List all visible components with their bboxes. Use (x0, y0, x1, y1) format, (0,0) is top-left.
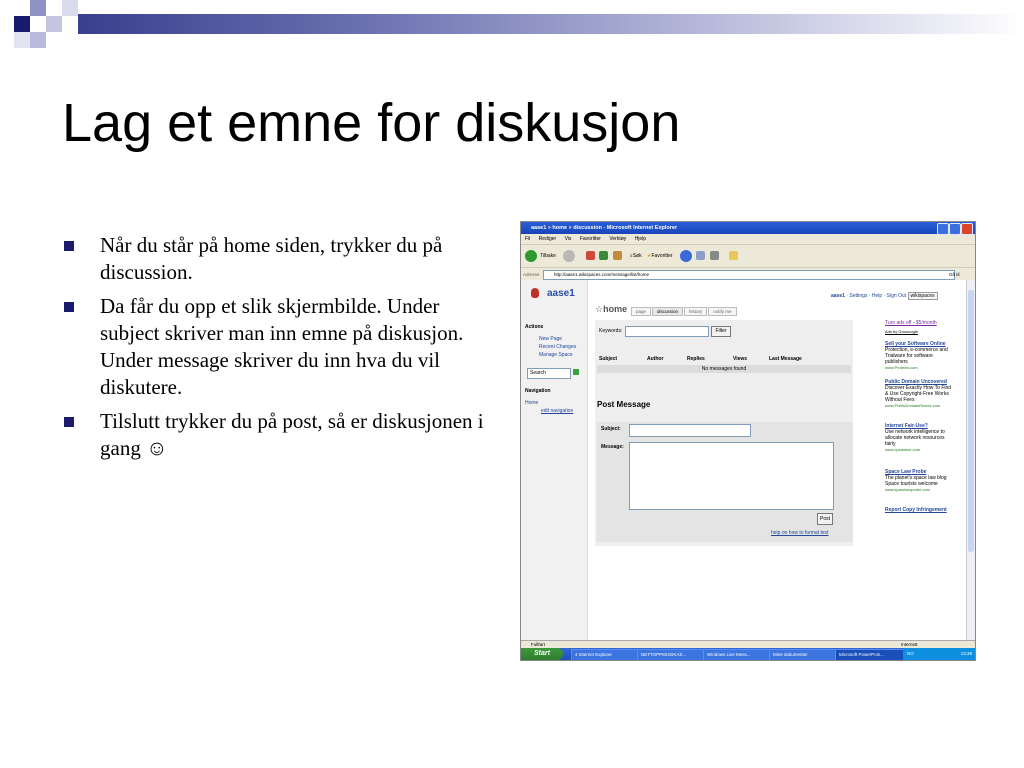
window-title: aase1 » home » discussion - Microsoft Internet Explorer (531, 225, 678, 231)
deco-square (14, 32, 30, 48)
home-link[interactable]: Home (525, 400, 539, 406)
zone-label: Internett (901, 642, 918, 647)
subject-input[interactable] (629, 424, 751, 437)
wikispaces-badge[interactable]: wikispaces (908, 292, 938, 300)
page-tabs (631, 307, 738, 316)
ad-item (885, 469, 955, 493)
message-label: Message: (601, 444, 624, 450)
bullet-item: Tilslutt trykker du på post, så er diskusjonen i gang ☺ (62, 408, 492, 462)
ads-column (885, 320, 955, 521)
user-link[interactable]: aase1 (831, 293, 845, 299)
deco-square (46, 16, 62, 32)
manage-space-link[interactable]: Manage Space (539, 352, 573, 358)
discussion-panel (595, 320, 853, 546)
go-button[interactable]: Gå til (949, 272, 960, 277)
star-icon[interactable]: ☆ (595, 304, 604, 314)
message-textarea[interactable] (629, 442, 834, 510)
back-button[interactable]: Tilbake (540, 253, 556, 259)
print-icon[interactable] (710, 251, 719, 260)
tab-notify-me[interactable]: notify me (708, 307, 736, 316)
close-icon[interactable] (961, 223, 973, 235)
menu-bar (521, 234, 975, 244)
ad-title[interactable]: Internet Fair-Use? (885, 423, 928, 429)
address-label: Adresse (523, 272, 540, 277)
bullet-square-icon (64, 241, 74, 251)
ad-item (885, 423, 955, 453)
taskbar-item[interactable]: Mine dokumenter (769, 649, 836, 661)
tab-history[interactable]: history (684, 307, 707, 316)
address-bar (521, 267, 975, 281)
ad-item (885, 379, 955, 409)
column-replies[interactable]: Replies (687, 356, 705, 362)
sidebar-search-input[interactable]: Search (527, 368, 571, 379)
ad-title[interactable]: Space Law Probe (885, 469, 927, 475)
search-button[interactable]: Søk (632, 253, 642, 259)
favorites-icon[interactable]: ★ (646, 253, 652, 259)
wiki-top-nav: aase1 · Settings · Help · Sign Out wikispaces (831, 292, 938, 300)
navigation-heading: Navigation (525, 388, 551, 394)
menu-view[interactable]: Vis (564, 236, 572, 242)
folder-icon[interactable] (729, 251, 738, 260)
history-icon[interactable] (680, 250, 692, 262)
ad-url[interactable]: www.spacelawprobe.com (885, 487, 931, 492)
taskbar-item[interactable]: 4 Internet Explorer (571, 649, 638, 661)
menu-help[interactable]: Hjelp (634, 236, 647, 242)
menu-file[interactable]: Fil (525, 236, 531, 242)
clock: 13:38 (960, 651, 972, 656)
post-form (597, 422, 853, 542)
bullet-square-icon (64, 417, 74, 427)
ad-text: The planet's space law blog Space tourists welcome (885, 475, 947, 487)
slide-title: Lag et emne for diskusjon (62, 93, 681, 153)
format-help-link[interactable]: help on how to format text (771, 530, 829, 536)
ads-by-google-link[interactable]: Ads by Gooooogle (885, 329, 918, 334)
actions-heading: Actions (525, 324, 544, 330)
search-go-icon[interactable] (573, 369, 579, 375)
search-icon[interactable]: ⌕ (629, 253, 633, 259)
tab-discussion[interactable]: discussion (652, 307, 683, 316)
favorites-button[interactable]: Favoritter (651, 253, 673, 259)
deco-square (30, 0, 46, 16)
status-text: Fullført (531, 642, 545, 647)
bullet-item: Da får du opp et slik skjermbilde. Under subject skriver man inn emne på diskusjon. Under message skriver du inn hva du vil diskutere. (62, 293, 492, 401)
ad-text: Use network intelligence to allocate network resources fairly (885, 429, 945, 447)
wiki-sidebar (521, 280, 588, 640)
pineapple-icon (531, 288, 539, 298)
bullet-list (62, 232, 492, 469)
forward-icon[interactable] (563, 250, 575, 262)
subject-label: Subject: (601, 426, 621, 432)
sign-out-link[interactable]: Sign Out (886, 293, 907, 299)
settings-link[interactable]: Settings (849, 293, 868, 299)
stop-icon[interactable] (586, 251, 595, 260)
menu-favorites[interactable]: Favoritter (579, 236, 601, 242)
ad-title[interactable]: Sell your Software Online (885, 341, 946, 347)
ad-url[interactable]: www.Protexis.com (885, 365, 918, 370)
keywords-input[interactable] (625, 326, 709, 337)
ad-url[interactable]: www.cpsdoline.com (885, 447, 921, 452)
edit-navigation-link[interactable]: edit navigation (541, 408, 574, 414)
ad-title[interactable]: Report Copy Infringement (885, 507, 947, 513)
taskbar-item[interactable]: Windows Live Mess... (703, 649, 770, 661)
column-views[interactable]: Views (733, 356, 748, 362)
menu-edit[interactable]: Rediger (538, 236, 557, 242)
ad-item (885, 341, 955, 371)
ad-text: Protection, e-commerce and Trialware for software publishers (885, 347, 948, 365)
filter-button[interactable]: Filter (711, 326, 731, 337)
ad-text: Discover Exactly How To Find & Use Copyright-Free Works Without Fees (885, 385, 952, 403)
start-button[interactable]: Start (521, 648, 563, 660)
post-message-heading: Post Message (597, 400, 651, 409)
deco-square (14, 16, 30, 32)
tab-page[interactable]: page (631, 307, 651, 316)
address-input[interactable]: http://aase1.wikispaces.com/message/list/home (543, 270, 955, 280)
ad-title[interactable]: Public Domain Uncovered (885, 379, 947, 385)
home-icon[interactable] (613, 251, 622, 260)
language-indicator[interactable]: NO (907, 651, 914, 656)
window-titlebar (521, 222, 975, 234)
empty-row: No messages found (597, 365, 851, 373)
mail-icon[interactable] (696, 251, 705, 260)
refresh-icon[interactable] (599, 251, 608, 260)
column-subject[interactable]: Subject (599, 356, 618, 362)
minimize-icon[interactable] (937, 223, 949, 235)
back-icon[interactable] (525, 250, 537, 262)
page-heading: ☆home (595, 304, 628, 314)
deco-square (62, 0, 78, 16)
maximize-icon[interactable] (949, 223, 961, 235)
taskbar (521, 648, 975, 660)
ad-item (885, 507, 955, 513)
toolbar (521, 244, 975, 267)
new-page-link[interactable]: New Page (539, 336, 563, 342)
ad-url[interactable]: www.PublicDomainRiches.com (885, 403, 941, 408)
help-link[interactable]: Help (871, 293, 883, 299)
column-author[interactable]: Author (647, 356, 664, 362)
bullet-item: Når du står på home siden, trykker du på discussion. (62, 232, 492, 286)
title-banner (78, 14, 1024, 34)
keywords-label: Keywords: (599, 328, 623, 334)
bullet-square-icon (64, 302, 74, 312)
recent-changes-link[interactable]: Recent Changes (539, 344, 577, 350)
taskbar-item[interactable]: Microsoft PowerPoin... (835, 649, 904, 661)
system-tray (903, 648, 975, 660)
post-button[interactable]: Post (817, 513, 833, 525)
wiki-logo[interactable]: aase1 (531, 288, 575, 299)
column-last-message[interactable]: Last Message (769, 356, 802, 362)
taskbar-item[interactable]: NETTOPPMUSIKAS... (637, 649, 704, 661)
deco-square (30, 32, 46, 48)
scrollbar-thumb[interactable] (968, 290, 974, 552)
ads-off-link[interactable]: Turn ads off - $5/month (885, 320, 937, 326)
menu-tools[interactable]: Verktøy (609, 236, 627, 242)
vertical-scrollbar[interactable] (966, 280, 975, 640)
wiki-page (521, 280, 967, 640)
browser-screenshot (520, 221, 976, 661)
